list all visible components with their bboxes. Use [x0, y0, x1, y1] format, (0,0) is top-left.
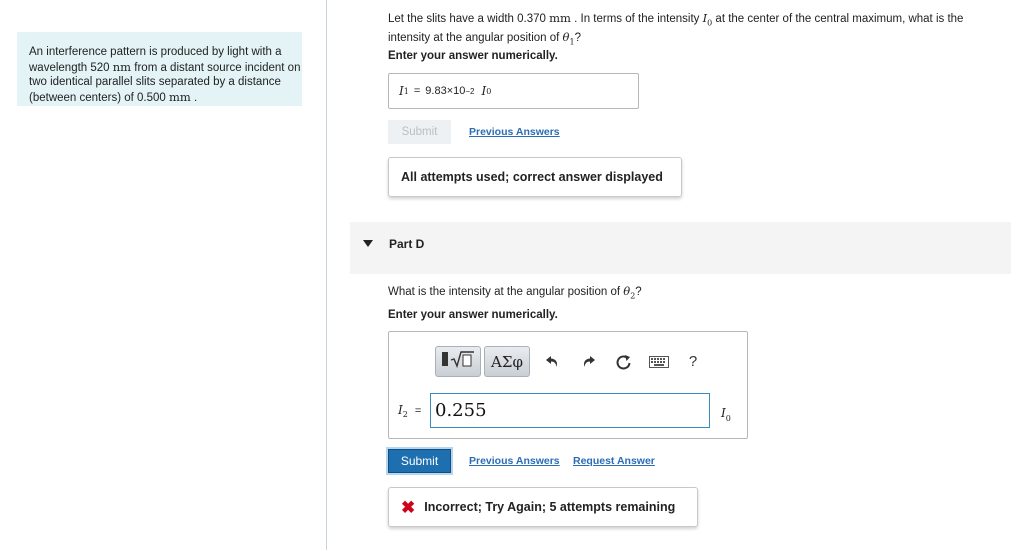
part-d-question-text: What is the intensity at the angular position of	[388, 286, 624, 298]
part-d-question	[388, 284, 642, 303]
part-c-answer-eq: =	[413, 85, 421, 97]
part-c-question-text-2: . In terms of the intensity	[570, 13, 703, 25]
collapse-triangle-icon[interactable]	[363, 240, 373, 247]
part-c-question	[388, 11, 998, 50]
part-c-instruction: Enter your answer numerically.	[388, 50, 558, 62]
problem-unit-mm: mm	[169, 89, 191, 104]
part-c-question-text-3: at the center of the central maximum, what is the intensity at the angular position of	[388, 13, 964, 45]
part-d-header[interactable]	[350, 222, 1011, 274]
part-c-answer-exponent: −2	[465, 86, 475, 96]
part-c-theta-sub: 1	[569, 37, 575, 47]
part-c-answer-var-sub: 1	[403, 86, 409, 96]
part-d-feedback-text: Incorrect; Try Again; 5 attempts remaining	[424, 500, 676, 514]
part-c-theta: θ	[562, 30, 570, 45]
problem-text-1: An interference pattern is produced by light with a wavelength 520	[29, 46, 282, 74]
part-c-question-end: ?	[574, 32, 581, 45]
part-c-unit: mm	[549, 11, 571, 25]
unit-label-sub: 0	[725, 414, 731, 424]
input-label	[398, 403, 421, 419]
unit-label-var: I	[721, 406, 726, 420]
part-d-title: Part D	[389, 237, 425, 251]
help-button[interactable]: ?	[688, 352, 698, 370]
problem-unit-nm: nm	[112, 59, 132, 74]
templates-button[interactable]	[435, 346, 481, 377]
part-d-theta-sub: 2	[630, 291, 636, 301]
column-divider	[326, 0, 327, 550]
part-d-previous-answers-link[interactable]: Previous Answers	[469, 455, 560, 467]
redo-arrow-icon[interactable]	[579, 352, 599, 372]
part-c-answer-mantissa: 9.83×10	[425, 85, 466, 97]
part-d-instruction: Enter your answer numerically.	[388, 309, 558, 321]
part-d-theta: θ	[623, 284, 631, 298]
x-mark-icon: ✖	[401, 497, 416, 517]
part-c-feedback: All attempts used; correct answer displayed	[388, 157, 682, 197]
input-label-sub: 2	[402, 410, 408, 420]
keyboard-icon[interactable]	[648, 354, 670, 370]
part-c-var-sub: 0	[707, 18, 713, 28]
unit-label	[721, 404, 731, 423]
part-c-answer-var: I	[399, 84, 404, 98]
part-d-submit-button[interactable]: Submit	[388, 449, 451, 473]
part-c-previous-answers-link[interactable]: Previous Answers	[469, 126, 560, 138]
part-d-feedback	[388, 487, 698, 527]
problem-statement	[17, 32, 302, 106]
square-root-template-icon	[440, 349, 476, 374]
input-label-eq: =	[414, 405, 422, 417]
part-c-var: I	[702, 11, 708, 25]
reset-icon[interactable]	[613, 352, 633, 372]
part-c-answer-unit: I	[481, 84, 487, 98]
undo-arrow-icon[interactable]	[542, 352, 562, 372]
greek-symbols-button[interactable]: ΑΣφ	[484, 346, 530, 377]
request-answer-link[interactable]: Request Answer	[573, 455, 655, 467]
part-c-submit-button: Submit	[388, 120, 451, 144]
part-d-question-end: ?	[635, 286, 642, 298]
part-c-question-text: Let the slits have a width 0.370	[388, 13, 550, 25]
part-c-answer-display	[388, 73, 639, 109]
problem-text-2: from a distant source incident on two identical parallel slits separated by a distance (between centers) of 0.500	[29, 61, 301, 104]
math-answer-editor	[388, 331, 748, 439]
input-label-var: I	[398, 403, 403, 417]
problem-text-3: .	[190, 91, 198, 104]
answer-input[interactable]: 0.255	[430, 393, 710, 428]
part-c-answer-unit-sub: 0	[486, 86, 492, 96]
